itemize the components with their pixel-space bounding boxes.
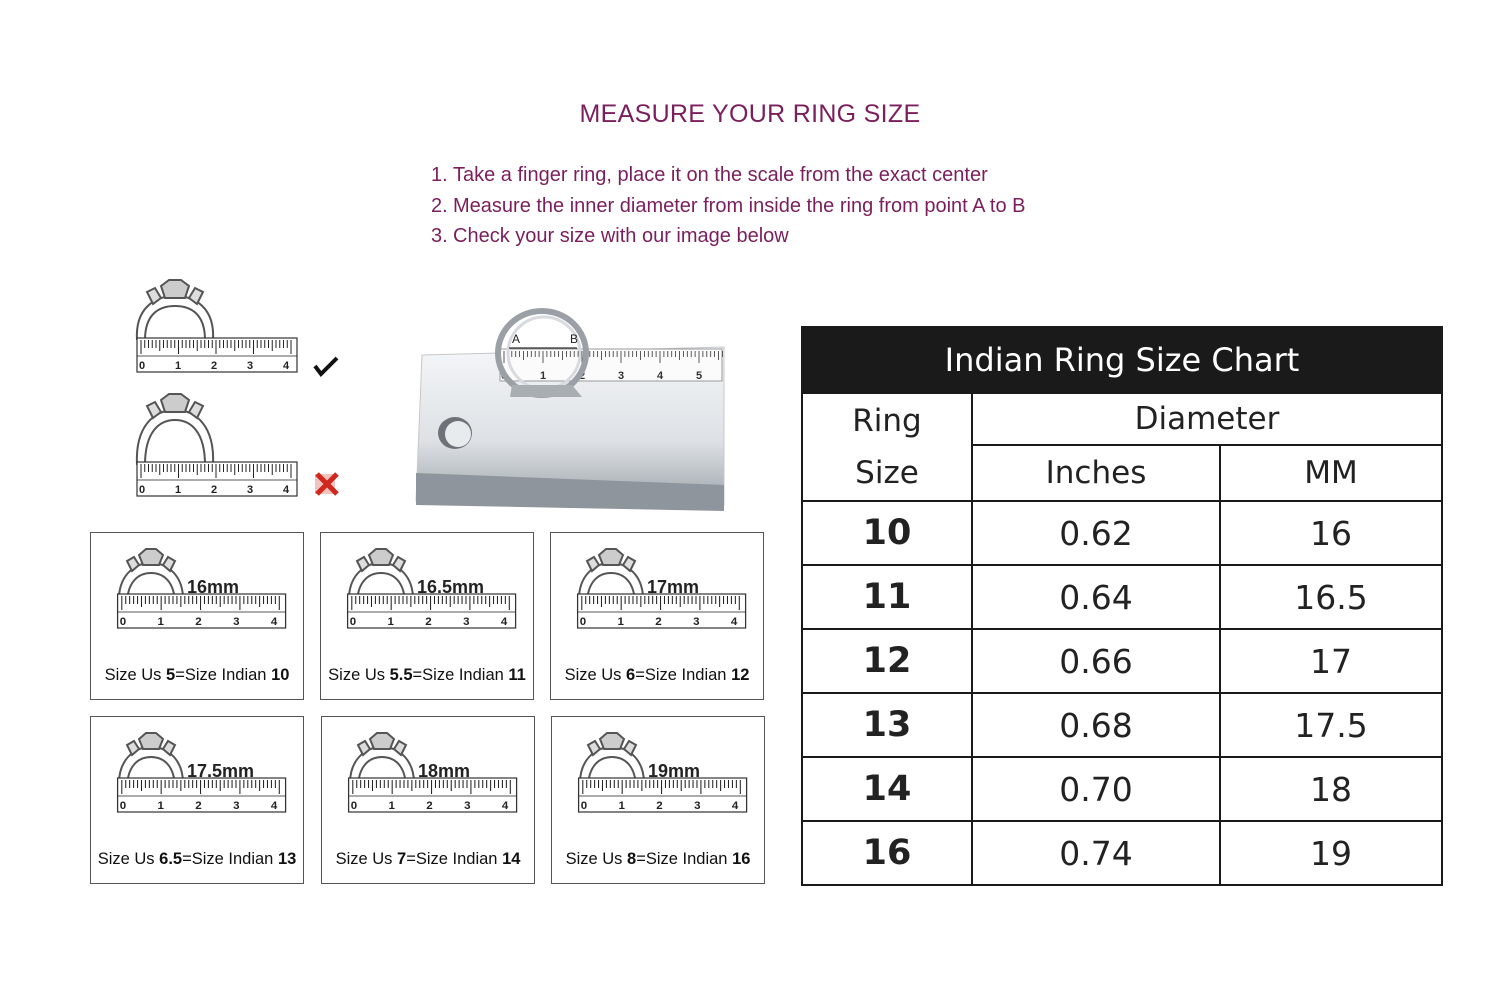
ruler-tick-label: 1 — [175, 484, 182, 496]
column-header-diameter: Diameter — [972, 393, 1442, 445]
ruler-tick-label: 0 — [579, 616, 587, 628]
ruler-tick-label: 3 — [247, 484, 254, 496]
ruler-tick-label: 3 — [247, 360, 254, 372]
ruler-tick-label: 1 — [175, 360, 182, 372]
ruler-tick-label: 0 — [501, 370, 508, 382]
ruler-tick-label: 1 — [157, 616, 164, 628]
ruler-tick-label: 4 — [500, 616, 508, 628]
cell-ring-size: 11 — [802, 565, 972, 629]
ring-size-chart-table — [801, 326, 1443, 886]
ruler-tick-label: 0 — [350, 800, 358, 812]
ruler-tick-label: 2 — [426, 800, 433, 812]
measurement-label: 18mm — [418, 761, 471, 781]
ruler-tick-label: 3 — [233, 800, 240, 812]
cell-inches: 0.66 — [972, 629, 1220, 693]
ruler — [137, 338, 297, 372]
ruler-tick-label: 3 — [618, 370, 625, 382]
size-caption: Size Us 6=Size Indian 12 — [564, 666, 750, 684]
cross-icon — [315, 474, 337, 494]
cell-mm: 19 — [1220, 821, 1442, 885]
table-row — [802, 821, 1442, 885]
table-row — [802, 629, 1442, 693]
ruler-tick-label: 2 — [655, 616, 662, 628]
size-card — [90, 532, 304, 700]
point-b-label: B — [570, 332, 579, 346]
size-caption: Size Us 5.5=Size Indian 11 — [328, 666, 526, 684]
ruler-tick-label: 0 — [139, 484, 146, 496]
checkmark-icon — [315, 358, 337, 374]
ruler-tick-label: 4 — [283, 360, 290, 372]
ruler-tick-label: 2 — [195, 800, 202, 812]
ruler — [348, 594, 516, 628]
column-header-inches: Inches — [972, 445, 1220, 501]
ruler-tick-label: 2 — [656, 800, 663, 812]
instruction-list — [431, 160, 1026, 252]
cell-mm: 16 — [1220, 501, 1442, 565]
size-caption: Size Us 5=Size Indian 10 — [104, 666, 290, 684]
table-row — [802, 565, 1442, 629]
size-caption: Size Us 7=Size Indian 14 — [335, 850, 521, 868]
table-row — [802, 757, 1442, 821]
ruler-tick-label: 0 — [349, 616, 357, 628]
ruler-tick-label: 2 — [211, 484, 218, 496]
ruler-tick-label: 2 — [211, 360, 218, 372]
ruler-tick-label: 3 — [463, 616, 470, 628]
wrong-measure-illustration — [125, 390, 355, 514]
size-card — [320, 532, 534, 700]
size-card — [550, 532, 764, 700]
cell-mm: 17 — [1220, 629, 1442, 693]
ring-icon — [137, 394, 213, 465]
ruler-tick-label: 3 — [693, 616, 700, 628]
page-title: MEASURE YOUR RING SIZE — [579, 100, 921, 128]
ruler-tick-label: 5 — [696, 370, 703, 382]
ruler-tick-label: 4 — [731, 800, 739, 812]
ruler-tick-label: 3 — [694, 800, 701, 812]
cell-inches: 0.70 — [972, 757, 1220, 821]
cell-ring-size: 13 — [802, 693, 972, 757]
column-header-ring-size: Ring Size — [802, 393, 972, 501]
ruler-tick-label: 4 — [730, 616, 738, 628]
cell-ring-size: 16 — [802, 821, 972, 885]
column-header-mm: MM — [1220, 445, 1442, 501]
size-card — [90, 716, 304, 884]
ruler-tick-label: 1 — [387, 616, 394, 628]
cell-ring-size: 10 — [802, 501, 972, 565]
cell-inches: 0.64 — [972, 565, 1220, 629]
cell-ring-size: 12 — [802, 629, 972, 693]
instruction-step: 1. Take a finger ring, place it on the scale from the exact center — [431, 164, 988, 186]
ruler-tick-label: 3 — [464, 800, 471, 812]
ruler-tick-label: 3 — [233, 616, 240, 628]
ruler-tick-label: 1 — [617, 616, 624, 628]
correct-measure-illustration — [125, 278, 355, 398]
ruler-tick-label: 4 — [657, 370, 664, 382]
ruler-tick-label: 2 — [425, 616, 432, 628]
ruler-tick-label: 1 — [157, 800, 164, 812]
size-card — [551, 716, 765, 884]
ruler — [349, 778, 517, 812]
table-row — [802, 693, 1442, 757]
ruler-tick-label: 4 — [283, 484, 290, 496]
ruler-tick-label: 0 — [139, 360, 146, 372]
size-card — [321, 716, 535, 884]
ruler — [118, 594, 286, 628]
ruler-tick-label: 2 — [579, 370, 586, 382]
ruler-tick-label: 1 — [618, 800, 625, 812]
measurement-label: 17mm — [647, 577, 700, 597]
ruler — [137, 462, 297, 496]
ring-icon — [137, 280, 213, 340]
measurement-label: 17.5mm — [187, 761, 255, 781]
ruler — [118, 778, 286, 812]
measurement-label: 16mm — [187, 577, 240, 597]
ring-on-ruler-photo — [412, 305, 728, 517]
cell-mm: 17.5 — [1220, 693, 1442, 757]
ruler-tick-label: 0 — [580, 800, 588, 812]
instruction-step: 2. Measure the inner diameter from inside the ring from point A to B — [431, 194, 1026, 217]
cell-mm: 18 — [1220, 757, 1442, 821]
ruler-tick-label: 0 — [119, 800, 127, 812]
ruler-tick-label: 4 — [270, 616, 278, 628]
cell-inches: 0.74 — [972, 821, 1220, 885]
ruler-tick-label: 4 — [501, 800, 509, 812]
ruler-tick-label: 2 — [195, 616, 202, 628]
ruler-tick-label: 1 — [388, 800, 395, 812]
instruction-step: 3. Check your size with our image below — [431, 225, 789, 247]
table-title: Indian Ring Size Chart — [802, 327, 1442, 393]
cell-ring-size: 14 — [802, 757, 972, 821]
table-row — [802, 501, 1442, 565]
ruler — [579, 778, 747, 812]
cell-inches: 0.68 — [972, 693, 1220, 757]
ruler-tick-label: 4 — [270, 800, 278, 812]
point-a-label: A — [512, 332, 521, 346]
ruler-tick-label: 0 — [119, 616, 127, 628]
ruler-tick-label: 1 — [540, 370, 547, 382]
cell-mm: 16.5 — [1220, 565, 1442, 629]
measurement-label: 19mm — [648, 761, 701, 781]
measurement-label: 16.5mm — [417, 577, 485, 597]
size-caption: Size Us 6.5=Size Indian 13 — [97, 850, 297, 868]
cell-inches: 0.62 — [972, 501, 1220, 565]
size-caption: Size Us 8=Size Indian 16 — [565, 850, 751, 868]
ruler — [578, 594, 746, 628]
